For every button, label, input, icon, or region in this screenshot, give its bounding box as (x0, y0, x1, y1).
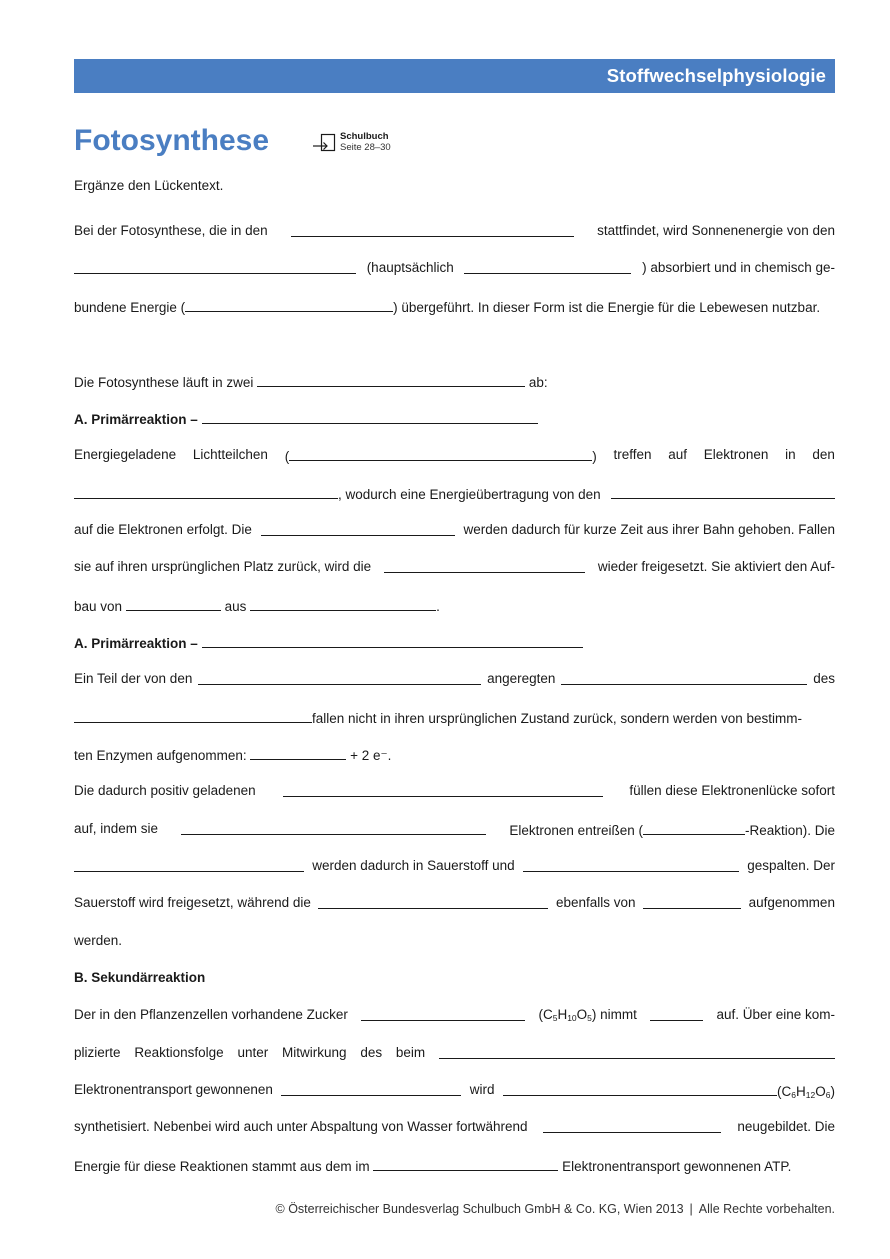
instruction-text: Ergänze den Lückentext. (74, 178, 224, 193)
blank[interactable] (643, 893, 741, 909)
blank[interactable] (523, 856, 739, 872)
blank[interactable] (543, 1117, 721, 1133)
text-line: fallen nicht in ihren ursprünglichen Zustand zurück, sondern werden von bestimm- (74, 707, 835, 727)
blank[interactable] (250, 595, 436, 611)
blank[interactable] (289, 445, 592, 461)
page-title: Fotosynthese (74, 124, 270, 157)
blank[interactable] (464, 258, 631, 274)
text-line: sie auf ihren ursprünglichen Platz zurück, wird die wieder freigesetzt. Sie aktiviert den Auf- (74, 559, 835, 574)
text-line: Die dadurch positiv geladenen füllen diese Elektronenlücke sofort (74, 783, 835, 798)
blank[interactable] (361, 1005, 525, 1021)
text-line: Ein Teil der von den angeregten des (74, 671, 835, 686)
text-line: werden dadurch in Sauerstoff und gespalten. Der (74, 856, 835, 876)
text-line: Der in den Pflanzenzellen vorhandene Zucker $(C_5H_{10}O_5)$ nimmt auf. Über eine kom- (74, 1007, 835, 1023)
blank[interactable] (74, 258, 356, 274)
rights-text: Alle Rechte vorbehalten. (698, 1202, 835, 1216)
blank[interactable] (439, 1043, 835, 1059)
text-line: Energiegeladene Lichtteilchen ( ) treffen auf Elektronen in den (74, 447, 835, 464)
text-line: werden. (74, 933, 123, 948)
blank[interactable] (74, 707, 312, 723)
section-banner (74, 59, 835, 93)
text-line: ten Enzymen aufgenommen: + 2 e⁻. (74, 744, 835, 764)
blank[interactable] (185, 296, 393, 312)
blank[interactable] (281, 1080, 461, 1096)
blank[interactable] (291, 221, 574, 237)
blank[interactable] (126, 595, 221, 611)
footer (276, 1202, 835, 1216)
text-line: synthetisiert. Nebenbei wird auch unter Abspaltung von Wasser fortwährend neugebildet. Die (74, 1119, 835, 1134)
blank[interactable] (250, 744, 346, 760)
blank[interactable] (74, 483, 338, 499)
footer-separator: | (689, 1202, 693, 1216)
blank[interactable] (384, 557, 585, 573)
book-reference-icon (313, 133, 336, 153)
blank[interactable] (318, 893, 548, 909)
text-line: Elektronentransport gewonnenen wird $(C_6H_{12}O_6)$ (74, 1082, 835, 1100)
copyright-text: © Österreichischer Bundesverlag Schulbuch GmbH & Co. KG, Wien 2013 (275, 1202, 684, 1216)
text-line: Die Fotosynthese läuft in zwei ab: (74, 371, 835, 391)
primary-reaction-heading: A. Primärreaktion – (74, 408, 835, 428)
blank[interactable] (202, 632, 583, 648)
blank[interactable] (181, 819, 486, 835)
text-line: , wodurch eine Energieübertragung von den (74, 483, 835, 503)
text-line: bau von aus . (74, 595, 835, 615)
blank[interactable] (650, 1005, 703, 1021)
blank[interactable] (74, 856, 304, 872)
text-line: (hauptsächlich ) absorbiert und in chemisch ge- (74, 258, 835, 278)
text-line: bundene Energie ( ) übergeführt. In dieser Form ist die Energie für die Lebewesen nutzbar. (74, 296, 835, 316)
reference-label: Schulbuch (340, 131, 389, 142)
blank[interactable] (503, 1080, 777, 1096)
blank[interactable] (611, 483, 835, 499)
blank[interactable] (261, 520, 455, 536)
text-line: Sauerstoff wird freigesetzt, während die ebenfalls von aufgenommen (74, 895, 835, 910)
secondary-reaction-heading: B. Sekundärreaktion (74, 970, 206, 985)
blank[interactable] (373, 1155, 558, 1171)
primary-reaction-heading: A. Primärreaktion – (74, 632, 835, 652)
text-line: auf die Elektronen erfolgt. Die werden dadurch für kurze Zeit aus ihrer Bahn gehoben. Fallen (74, 522, 835, 537)
blank[interactable] (561, 669, 807, 685)
reference-pages: Seite 28–30 (340, 142, 391, 153)
blank[interactable] (198, 669, 481, 685)
blank[interactable] (643, 819, 745, 835)
text-line: Bei der Fotosynthese, die in den stattfindet, wird Sonnenenergie von den (74, 223, 835, 238)
blank[interactable] (283, 781, 603, 797)
text-line: plizierte Reaktionsfolge unter Mitwirkung des beim (74, 1043, 835, 1063)
section-title: Stoffwechselphysiologie (606, 65, 826, 86)
blank[interactable] (202, 408, 538, 424)
text-line: Energie für diese Reaktionen stammt aus dem im Elektronentransport gewonnenen ATP. (74, 1155, 835, 1175)
text-line: auf, indem sie Elektronen entreißen ( -Reaktion). Die (74, 821, 835, 838)
blank[interactable] (257, 371, 525, 387)
